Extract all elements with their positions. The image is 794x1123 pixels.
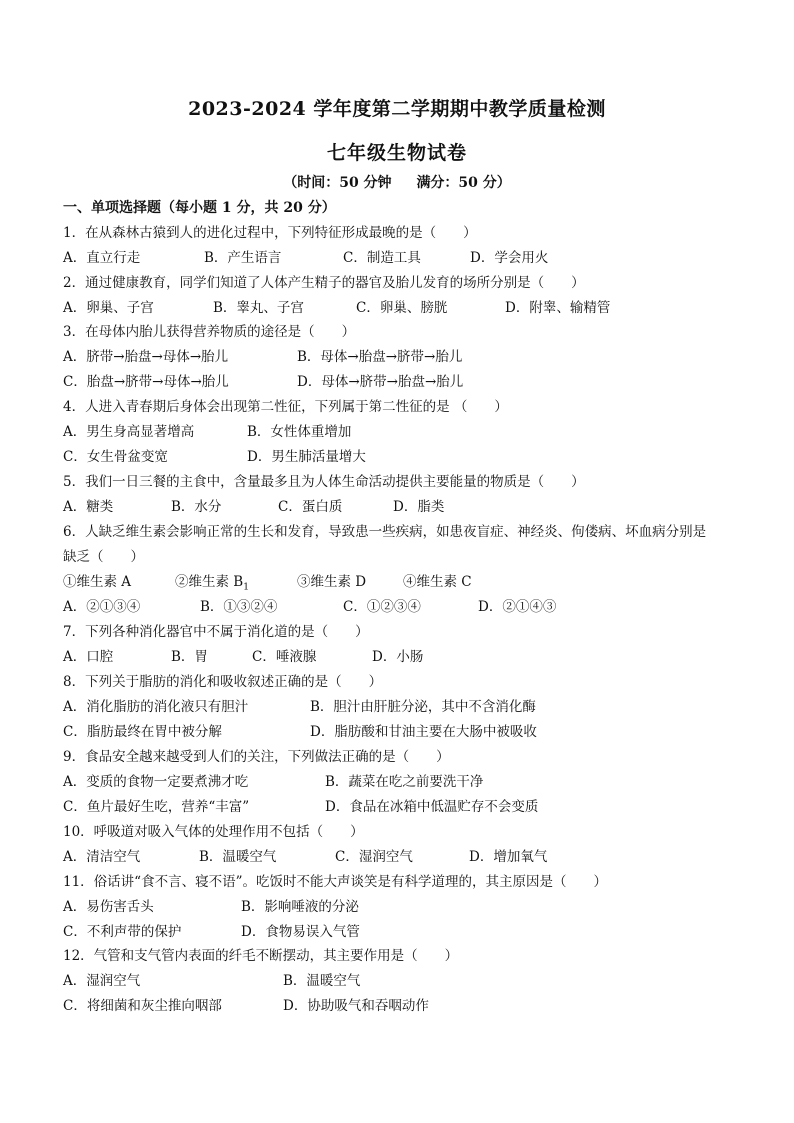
exam-time: （时间：50 分钟 <box>283 175 392 191</box>
option: D．母体→脐带→胎盘→胎儿 <box>297 374 464 390</box>
question-stem: 5．我们一日三餐的主食中，含量最多且为人体生命活动提供主要能量的物质是（ ） <box>63 474 585 490</box>
option: C．胎盘→脐带→母体→胎儿 <box>63 374 229 390</box>
option: D．②①④③ <box>478 599 557 615</box>
question-stem-continued: 缺乏（ ） <box>63 549 144 565</box>
option: D．脂肪酸和甘油主要在大肠中被吸收 <box>310 724 537 740</box>
option: A．②①③④ <box>63 599 141 615</box>
option: B．母体→胎盘→脐带→胎儿 <box>297 349 463 365</box>
exam-title: 2023-2024 学年度第二学期期中教学质量检测 <box>188 98 606 120</box>
vitamin-item: ③维生素 D <box>297 574 367 590</box>
option: C．鱼片最好生吃，营养“丰富” <box>63 799 250 815</box>
option: B．胃 <box>171 649 208 665</box>
option: D．男生肺活量增大 <box>247 449 366 465</box>
option: C．①②③④ <box>343 599 421 615</box>
subscript: 1 <box>243 582 249 593</box>
exam-score: 满分：50 分） <box>416 175 511 191</box>
option: A．湿润空气 <box>63 973 141 989</box>
question-stem: 4．人进入青春期后身体会出现第二性征，下列属于第二性征的是 （ ） <box>63 399 508 415</box>
question-stem: 3．在母体内胎儿获得营养物质的途径是（ ） <box>63 324 356 340</box>
option: A．变质的食物一定要煮沸才吃 <box>63 774 249 790</box>
option: C．制造工具 <box>343 250 421 266</box>
exam-time-score <box>0 172 794 192</box>
vitamin-item: ①维生素 A <box>63 574 132 590</box>
question-stem: 11．俗话讲“食不言、寝不语”。吃饭时不能大声谈笑是有科学道理的，其主原因是（ ） <box>63 874 607 890</box>
option: B．蔬菜在吃之前要洗干净 <box>325 774 484 790</box>
option: D．食物易误入气管 <box>241 924 360 940</box>
option: A．直立行走 <box>63 250 141 266</box>
option: A．糖类 <box>63 499 114 515</box>
option: C．不利声带的保护 <box>63 924 182 940</box>
option: A．清洁空气 <box>63 849 141 865</box>
option: A．口腔 <box>63 649 114 665</box>
option: C．唾液腺 <box>252 649 317 665</box>
option: A．卵巢、子宫 <box>63 300 154 316</box>
section-heading: 一、单项选择题（每小题 1 分，共 20 分） <box>63 200 336 216</box>
question-stem: 9．食品安全越来越受到人们的关注，下列做法正确的是（ ） <box>63 749 450 765</box>
question-stem: 10．呼吸道对吸入气体的处理作用不包括（ ） <box>63 824 364 840</box>
option: B．影响唾液的分泌 <box>241 899 359 915</box>
option: D．小肠 <box>372 649 424 665</box>
option: B．睾丸、子宫 <box>213 300 304 316</box>
question-stem: 8．下列关于脂肪的消化和吸收叙述正确的是（ ） <box>63 674 383 690</box>
option: B．女性体重增加 <box>247 424 352 440</box>
option: C．湿润空气 <box>335 849 413 865</box>
option: C．女生骨盆变宽 <box>63 449 168 465</box>
question-stem: 12．气管和支气管内表面的纤毛不断摆动，其主要作用是（ ） <box>63 948 459 964</box>
option: C．脂肪最终在胃中被分解 <box>63 724 222 740</box>
question-stem: 2．通过健康教育，同学们知道了人体产生精子的器官及胎儿发育的场所分别是（ ） <box>63 275 585 291</box>
option: D．附睾、输精管 <box>505 300 611 316</box>
option: C．卵巢、膀胱 <box>356 300 448 316</box>
option: B．产生语言 <box>204 250 282 266</box>
option: D．学会用火 <box>470 250 549 266</box>
exam-subject: 七年级生物试卷 <box>326 142 467 164</box>
option: C．蛋白质 <box>278 499 343 515</box>
option: B．水分 <box>171 499 222 515</box>
option: B．胆汁由肝脏分泌，其中不含消化酶 <box>310 699 536 715</box>
option: D．食品在冰箱中低温贮存不会变质 <box>325 799 539 815</box>
vitamin-item: ④维生素 C <box>403 574 472 590</box>
option: A．脐带→胎盘→母体→胎儿 <box>63 349 229 365</box>
vitamin-item: ②维生素 $B_1$ <box>175 574 249 593</box>
option: B．温暖空气 <box>283 973 361 989</box>
option: D．协助吸气和吞咽动作 <box>283 998 429 1014</box>
option: A．易伤害舌头 <box>63 899 154 915</box>
question-stem: 1．在从森林古猿到人的进化过程中，下列特征形成最晚的是（ ） <box>63 225 477 241</box>
question-stem: 7．下列各种消化器官中不属于消化道的是（ ） <box>63 624 369 640</box>
option: C．将细菌和灰尘推向咽部 <box>63 998 222 1014</box>
question-stem: 6．人缺乏维生素会影响正常的生长和发育，导致患一些疾病，如患夜盲症、神经炎、佝偻病、坏血病分别是 <box>63 524 707 540</box>
option: B．①③②④ <box>200 599 278 615</box>
option: D．增加氧气 <box>469 849 548 865</box>
option: A．男生身高显著增高 <box>63 424 195 440</box>
option: B．温暖空气 <box>199 849 277 865</box>
option: A．消化脂肪的消化液只有胆汁 <box>63 699 249 715</box>
option: D．脂类 <box>393 499 445 515</box>
